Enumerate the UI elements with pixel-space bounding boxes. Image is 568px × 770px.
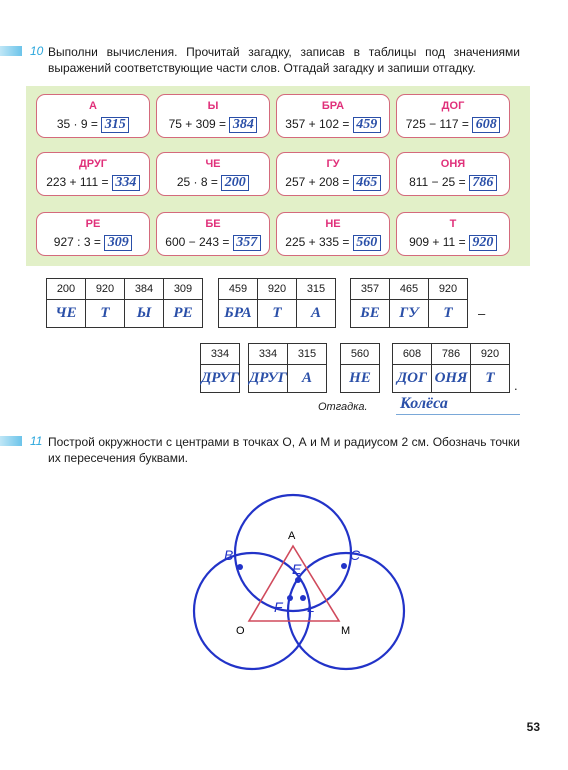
card-syllable: НЕ [325, 218, 341, 230]
point-l-dot [300, 595, 306, 601]
circle-m [288, 553, 404, 669]
table-number: 920 [86, 279, 125, 300]
label-a: А [288, 530, 296, 542]
table-word: ДРУГ [201, 365, 240, 393]
table-word: ГУ [390, 300, 429, 328]
table-word: ДРУГ [249, 365, 288, 393]
card-answer: 309 [104, 235, 132, 251]
table-number: 920 [258, 279, 297, 300]
card-expression: 223 + 111 = 334 [43, 175, 143, 191]
card-answer: 459 [353, 117, 381, 133]
card-syllable: Ы [207, 100, 219, 112]
card-expression: 811 − 25 = 786 [403, 175, 503, 191]
dash-mark: – [478, 306, 486, 321]
task-11-text: Построй окружности с центрами в точках О, А и М и радиусом 2 см. Обозначь точки их пересечения буквами. [48, 435, 520, 465]
table-word: РЕ [164, 300, 203, 328]
table-number: 384 [125, 279, 164, 300]
answer-value: Колёса [400, 395, 448, 412]
card-answer: 560 [353, 235, 381, 251]
table-number: 465 [390, 279, 429, 300]
label-c: C [350, 547, 361, 563]
task-number: 11 [30, 434, 43, 448]
table-word: ЧЕ [47, 300, 86, 328]
task-number: 10 [30, 44, 44, 58]
table-word: Т [471, 365, 510, 393]
table-word: А [288, 365, 327, 393]
card-expression: 35 · 9 = 315 [43, 117, 143, 133]
table-number: 608 [393, 344, 432, 365]
table-number: 334 [201, 344, 240, 365]
point-f-dot [287, 595, 293, 601]
answer-label: Отгадка. [318, 401, 368, 413]
table-word: ОНЯ [432, 365, 471, 393]
table-word: А [297, 300, 336, 328]
label-l: L [307, 599, 315, 615]
card-syllable: Т [449, 218, 457, 230]
table-word: ДОГ [393, 365, 432, 393]
card-expression: 600 − 243 = 357 [163, 235, 263, 251]
table-number: 315 [288, 344, 327, 365]
table-number: 334 [249, 344, 288, 365]
card-answer: 920 [469, 235, 497, 251]
card-answer: 384 [229, 117, 257, 133]
card-expression: 257 + 208 = 465 [283, 175, 383, 191]
card-answer: 465 [353, 175, 381, 191]
card-expression: 927 : 3 = 309 [43, 235, 143, 251]
card-answer: 334 [112, 175, 140, 191]
card-answer: 357 [233, 235, 261, 251]
table-word: БЕ [351, 300, 390, 328]
card-expression: 25 · 8 = 200 [163, 175, 263, 191]
card-syllable: ДОГ [441, 100, 465, 112]
label-b: B [224, 547, 234, 563]
card-answer: 315 [101, 117, 129, 133]
card-answer: 786 [469, 175, 497, 191]
table-number: 200 [47, 279, 86, 300]
table-word: Т [258, 300, 297, 328]
label-m: М [341, 625, 351, 637]
card-answer: 200 [221, 175, 249, 191]
card-expression: 909 + 11 = 920 [403, 235, 503, 251]
label-o: О [236, 625, 245, 637]
card-syllable: БЕ [205, 218, 221, 230]
table-number: 309 [164, 279, 203, 300]
table-number: 920 [471, 344, 510, 365]
card-syllable: ГУ [326, 158, 340, 170]
label-f: F [274, 599, 283, 615]
card-expression: 75 + 309 = 384 [163, 117, 263, 133]
card-expression: 357 + 102 = 459 [283, 117, 383, 133]
page-number: 53 [526, 720, 540, 734]
card-expression: 725 − 117 = 608 [403, 117, 503, 133]
table-word: НЕ [341, 365, 380, 393]
point-b-dot [237, 564, 243, 570]
point-e-dot [295, 577, 301, 583]
table-number: 786 [432, 344, 471, 365]
card-syllable: РЕ [85, 218, 101, 230]
table-word: Ы [125, 300, 164, 328]
table-number: 920 [429, 279, 468, 300]
table-word: Т [86, 300, 125, 328]
table-number: 560 [341, 344, 380, 365]
period-mark: . [514, 378, 518, 393]
card-answer: 608 [472, 117, 500, 133]
task-10-text: Выполни вычисления. Прочитай загадку, записав в таблицы под значениями выражений соответствующие части слов. Отгадай загадку и запиши отгадку. [48, 45, 520, 75]
table-number: 315 [297, 279, 336, 300]
table-number: 357 [351, 279, 390, 300]
table-word: Т [429, 300, 468, 328]
card-syllable: БРА [321, 100, 345, 112]
card-syllable: А [89, 100, 97, 112]
card-syllable: ОНЯ [440, 158, 466, 170]
table-number: 459 [219, 279, 258, 300]
card-expression: 225 + 335 = 560 [283, 235, 383, 251]
table-word: БРА [219, 300, 258, 328]
label-e: E [292, 561, 302, 577]
point-c-dot [341, 563, 347, 569]
card-syllable: ДРУГ [78, 158, 108, 170]
card-syllable: ЧЕ [205, 158, 221, 170]
